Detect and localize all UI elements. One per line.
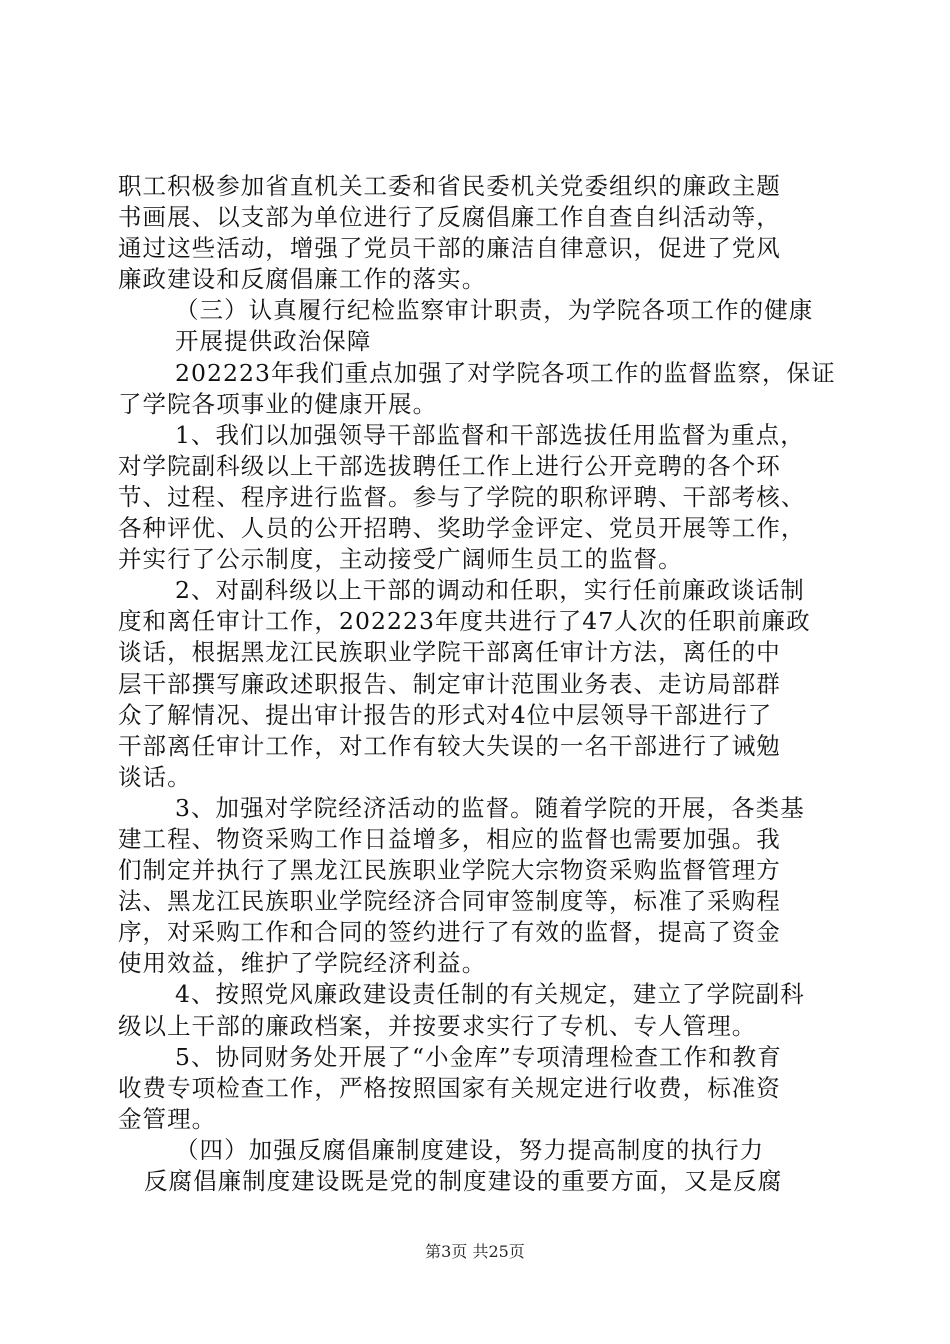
text-line: 职工积极参加省直机关工委和省民委机关党委组织的廉政主题 (118, 172, 781, 200)
text-line: 序，对采购工作和合同的签约进行了有效的监督，提高了资金 (118, 918, 781, 947)
text-line: 202223年我们重点加强了对学院各项工作的监督监察，保证 (175, 358, 836, 387)
document-body (118, 171, 840, 1197)
text-line: 节、过程、程序进行监督。参与了学院的职称评聘、干部考核、 (118, 482, 806, 511)
text-line: 干部离任审计工作，对工作有较大失误的一名干部进行了诫勉 (118, 731, 781, 760)
text-line: 收费专项检查工作，严格按照国家有关规定进行收费，标准资 (118, 1073, 781, 1102)
text-line: 层干部撰写廉政述职报告、制定审计范围业务表、走访局部群 (118, 669, 781, 698)
page-footer: 第3页 共25页 (425, 1242, 525, 1261)
text-line: 书画展、以支部为单位进行了反腐倡廉工作自查自纠活动等， (118, 203, 781, 232)
text-line: 廉政建设和反腐倡廉工作的落实。 (118, 265, 487, 294)
text-line: 5、协同财务处开展了“小金库”专项清理检查工作和教育 (175, 1042, 782, 1071)
text-line: 1、我们以加强领导干部监督和干部选拔任用监督为重点， (175, 420, 805, 449)
text-line: 各种评优、人员的公开招聘、奖助学金评定、党员开展等工作， (118, 514, 806, 543)
text-line: 众了解情况、提出审计报告的形式对4位中层领导干部进行了 (118, 700, 773, 729)
text-line: 建工程、物资采购工作日益增多，相应的监督也需要加强。我 (118, 824, 781, 853)
text-line: 级以上干部的廉政档案，并按要求实行了专机、专人管理。 (118, 1011, 757, 1040)
text-line: （四）加强反腐倡廉制度建设，努力提高制度的执行力 (175, 1135, 765, 1164)
text-line: 法、黑龙江民族职业学院经济合同审签制度等，标准了采购程 (118, 887, 781, 916)
text-line: 对学院副科级以上干部选拔聘任工作上进行公开竞聘的各个环 (118, 451, 781, 480)
text-line: 了学院各项事业的健康开展。 (118, 389, 438, 418)
text-line: 4、按照党风廉政建设责任制的有关规定，建立了学院副科 (175, 980, 805, 1009)
text-line: 度和离任审计工作，202223年度共进行了47人次的任职前廉政 (118, 607, 811, 636)
text-line: 开展提供政治保障 (175, 327, 372, 356)
text-line: 使用效益，维护了学院经济利益。 (118, 949, 487, 978)
text-line: 反腐倡廉制度建设既是党的制度建设的重要方面，又是反腐 (144, 1167, 783, 1195)
text-line: 谈话，根据黑龙江民族职业学院干部离任审计方法，离任的中 (118, 638, 781, 667)
text-line: 2、对副科级以上干部的调动和任职，实行任前廉政谈话制 (175, 576, 805, 605)
text-line: 并实行了公示制度，主动接受广阔师生员工的监督。 (118, 545, 683, 574)
text-line: 通过这些活动，增强了党员干部的廉洁自律意识，促进了党风 (118, 234, 781, 263)
text-line: 谈话。 (118, 762, 192, 791)
text-line: 金管理。 (118, 1104, 217, 1133)
text-line: （三）认真履行纪检监察审计职责，为学院各项工作的健康 (175, 296, 814, 325)
text-line: 3、加强对学院经济活动的监督。随着学院的开展，各类基 (175, 793, 805, 822)
text-line: 们制定并执行了黑龙江民族职业学院大宗物资采购监督管理方 (118, 856, 781, 885)
